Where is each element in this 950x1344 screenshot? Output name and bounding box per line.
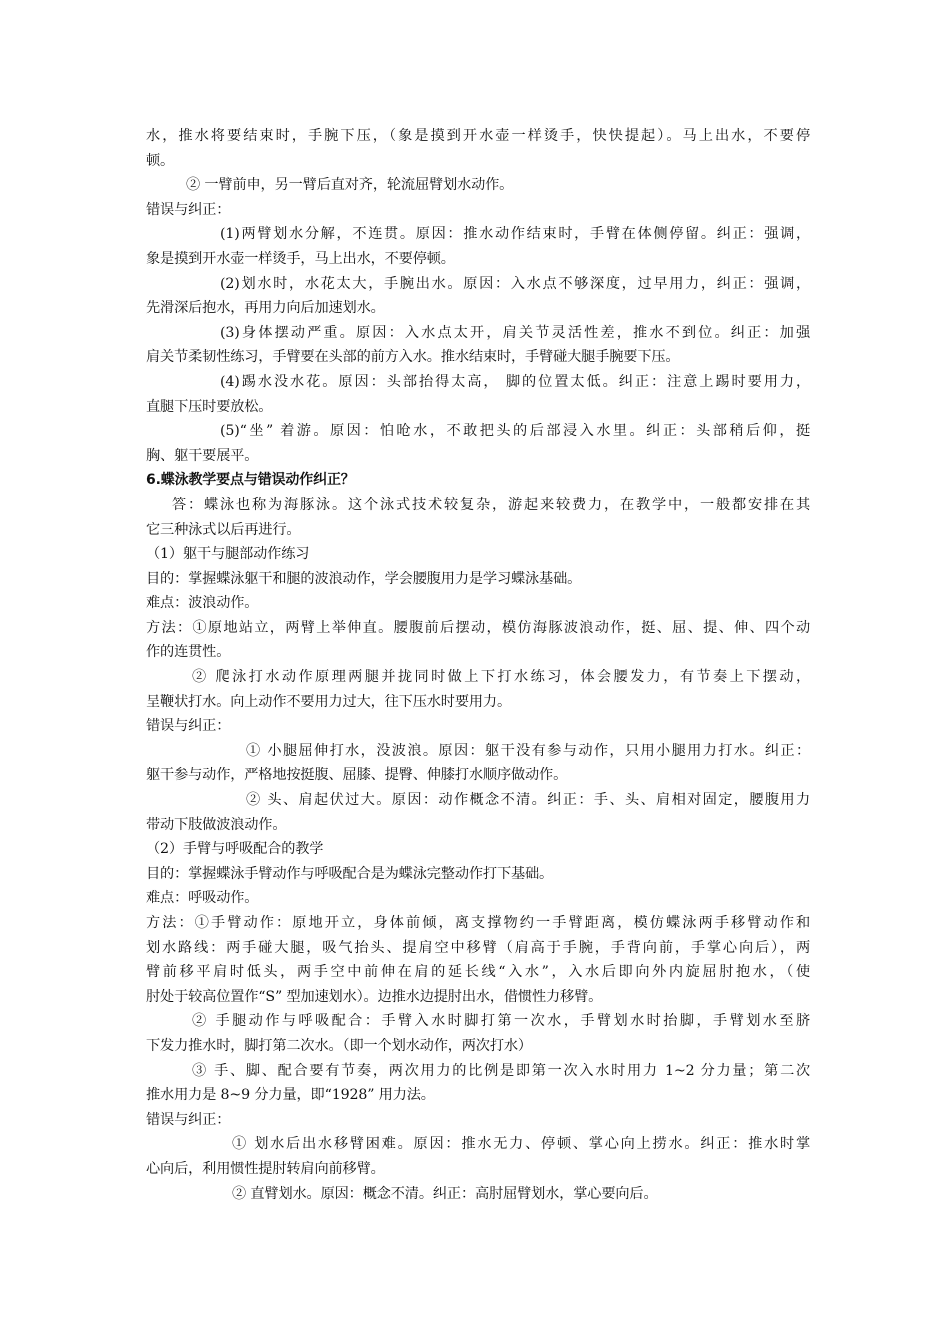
text-line: 作的连贯性。 xyxy=(146,644,231,661)
text-line: 心向后，利用惯性提肘转肩向前移臂。 xyxy=(146,1160,385,1177)
document-page xyxy=(146,124,810,1206)
text-line: 臂前移平肩时低头，两手空中前伸在肩的延长线“入水”，入水后即向外内旋屈肘抱水，（使 xyxy=(146,964,810,981)
text-line: ① 划水后出水移臂困难。原因：推水无力、停顿、掌心向上捞水。纠正：推水时掌 xyxy=(232,1136,810,1153)
text-line: 顿。 xyxy=(146,152,175,169)
text-line: 躯干参与动作，严格地按挺腹、屈膝、提臀、伸膝打水顺序做动作。 xyxy=(146,767,568,784)
text-line: 肘处于较高位置作“S” 型加速划水）。边推水边提肘出水，借惯性力移臂。 xyxy=(146,988,603,1005)
text-line: (1)两臂划水分解，不连贯。原因：推水动作结束时，手臂在体侧停留。纠正：强调， xyxy=(220,226,810,243)
text-line: (5)“坐” 着游。原因：怕呛水，不敢把头的后部浸入水里。纠正：头部稍后仰，挺 xyxy=(220,423,810,440)
text-line: 目的：掌握蝶泳躯干和腿的波浪动作，学会腰腹用力是学习蝶泳基础。 xyxy=(146,570,582,587)
text-line: 它三种泳式以后再进行。 xyxy=(146,521,301,538)
text-line: ② 一臂前申，另一臂后直对齐，轮流屈臂划水动作。 xyxy=(186,177,514,194)
text-line: 推水用力是 8~9 分力量，即“1928” 用力法。 xyxy=(146,1087,435,1104)
text-line: 错误与纠正： xyxy=(146,201,231,218)
text-line: 划水路线：两手碰大腿，吸气抬头、提肩空中移臂（肩高于手腕，手背向前，手掌心向后），两 xyxy=(146,939,810,956)
text-line: ② 爬泳打水动作原理两腿并拢同时做上下打水练习，体会腰发力，有节奏上下摆动， xyxy=(192,669,810,686)
text-line: ② 直臂划水。原因：概念不清。纠正：高肘屈臂划水，掌心要向后。 xyxy=(232,1185,658,1202)
text-line: 水，推水将要结束时，手腕下压，（象是摸到开水壶一样烫手，快快提起）。马上出水，不要停 xyxy=(146,128,810,144)
text-line: （1）躯干与腿部动作练习 xyxy=(146,546,310,563)
text-line: 难点：波浪动作。 xyxy=(146,595,259,612)
text-line: 胸、躯干要展平。 xyxy=(146,447,259,464)
text-line: ② 头、肩起伏过大。原因：动作概念不清。纠正：手、头、肩相对固定，腰腹用力 xyxy=(246,792,810,809)
text-line: 肩关节柔韧性练习，手臂要在头部的前方入水。推水结束时，手臂碰大腿手腕要下压。 xyxy=(146,349,680,366)
text-line: ③ 手、脚、配合要有节奏，两次用力的比例是即第一次入水时用力 1~2 分力量；第二次 xyxy=(192,1062,810,1079)
text-line: (4)踢水没水花。原因：头部抬得太高， 脚的位置太低。纠正：注意上踢时要用力， xyxy=(220,373,810,390)
text-line: (2)划水时，水花太大，手腕出水。原因：入水点不够深度，过早用力，纠正：强调， xyxy=(220,275,810,292)
text-line: 直腿下压时要放松。 xyxy=(146,398,273,415)
text-line: 错误与纠正： xyxy=(146,718,231,735)
text-line: 下发力推水时，脚打第二次水。（即一个划水动作，两次打水） xyxy=(146,1037,532,1054)
text-line: ① 小腿屈伸打水，没波浪。原因：躯干没有参与动作，只用小腿用力打水。纠正： xyxy=(246,742,810,759)
text-line: 带动下肢做波浪动作。 xyxy=(146,816,287,833)
text-line: 象是摸到开水壶一样烫手，马上出水，不要停顿。 xyxy=(146,250,455,267)
section-heading: 6.蝶泳教学要点与错误动作纠正？ xyxy=(146,472,355,489)
text-line: 目的：掌握蝶泳手臂动作与呼吸配合是为蝶泳完整动作打下基础。 xyxy=(146,865,554,882)
text-line: 错误与纠正： xyxy=(146,1111,231,1128)
text-line: (3)身体摆动严重。原因：入水点太开，肩关节灵活性差，推水不到位。纠正：加强 xyxy=(220,324,810,341)
text-line: ② 手腿动作与呼吸配合：手臂入水时脚打第一次水，手臂划水时抬脚，手臂划水至脐 xyxy=(192,1013,810,1030)
text-line: 答：蝶泳也称为海豚泳。这个泳式技术较复杂，游起来较费力，在教学中，一般都安排在其 xyxy=(172,496,810,513)
text-line: 先滑深后抱水，再用力向后加速划水。 xyxy=(146,300,385,317)
text-line: 呈鞭状打水。向上动作不要用力过大，往下压水时要用力。 xyxy=(146,693,511,710)
text-line: （2）手臂与呼吸配合的教学 xyxy=(146,841,324,858)
text-line: 方法：①原地站立，两臂上举伸直。腰腹前后摆动，模仿海豚波浪动作，挺、屈、提、伸、四个动 xyxy=(146,619,810,636)
text-line: 难点：呼吸动作。 xyxy=(146,890,259,907)
text-line: 方法：①手臂动作：原地开立，身体前倾，离支撑物约一手臂距离，模仿蝶泳两手移臂动作和 xyxy=(146,915,810,931)
